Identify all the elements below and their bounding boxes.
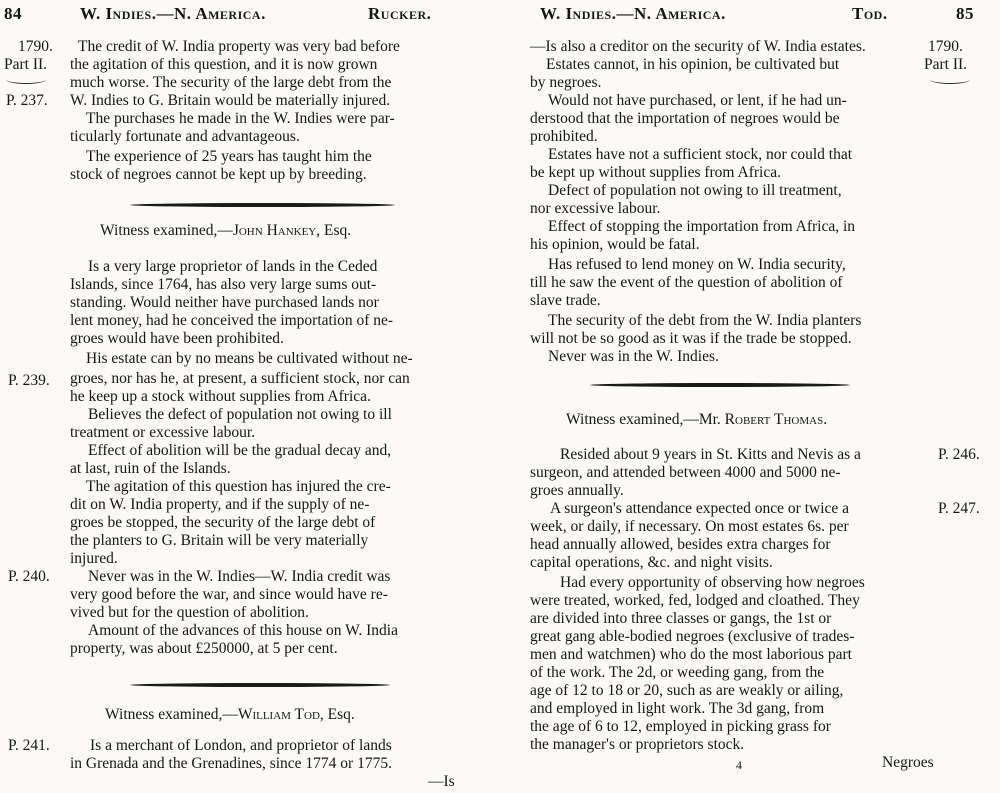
margin-p241: P. 241.: [8, 737, 50, 754]
text-line: Effect of stopping the importation from Africa, in: [548, 218, 856, 235]
right-running-header: [500, 4, 1000, 28]
witness-heading-tod: Witness examined,—William Tod, Esq.: [105, 706, 355, 723]
text-line: Resided about 9 years in St. Kitts and Nevis as a: [560, 446, 861, 463]
text-line: very good before the war, and since would have re-: [70, 586, 388, 603]
left-running-header: [0, 4, 500, 28]
margin-p246: P. 246.: [938, 446, 980, 463]
right-page: [500, 0, 1000, 793]
text-line: he keep up a stock without supplies from Africa.: [70, 388, 371, 405]
witness-name: William Tod: [237, 706, 320, 723]
witness-name: John Hankey: [232, 222, 317, 239]
text-line: Defect of population not owing to ill treatment,: [548, 182, 842, 199]
text-line: A surgeon's attendance expected once or twice a: [550, 500, 850, 517]
text-line: vived but for the question of abolition.: [70, 604, 309, 621]
text-line: groes annually.: [530, 482, 624, 499]
text-line: Would not have purchased, or lent, if he had un-: [548, 92, 847, 109]
left-header-title: W. Indies.—N. America.: [80, 4, 266, 23]
margin-part: Part II.: [4, 56, 48, 73]
text-line: and employed in light work. The 3d gang, from: [530, 700, 825, 717]
text-line: groes would have been prohibited.: [70, 330, 284, 347]
signature-mark: 4: [736, 758, 742, 772]
text-line: Estates cannot, in his opinion, be cultivated but: [546, 56, 840, 73]
text-line: prohibited.: [530, 128, 598, 145]
margin-p237: P. 237.: [6, 92, 48, 109]
text-line: the age of 6 to 12, employed in picking grass for: [530, 718, 831, 735]
text-line: Estates have not a sufficient stock, nor could that: [548, 146, 853, 163]
text-line: by negroes.: [530, 74, 602, 91]
text-line: —Is also a creditor on the security of W. India estates.: [530, 38, 866, 55]
text-line: His estate can by no means be cultivated without ne-: [86, 350, 413, 367]
text-line: Amount of the advances of this house on W. India: [88, 622, 398, 639]
text-line: head annually allowed, besides extra charges for: [530, 536, 831, 553]
text-line: Islands, since 1764, has also very large sums out-: [70, 276, 377, 293]
text-line: are divided into three classes or gangs, the 1st or: [530, 610, 832, 627]
text-line: The experience of 25 years has taught him the: [86, 148, 372, 165]
margin-brace: [6, 75, 46, 84]
margin-p240: P. 240.: [8, 568, 50, 585]
text-line: Never was in the W. Indies.: [548, 348, 719, 365]
section-rule: [130, 683, 390, 687]
text-line: surgeon, and attended between 4000 and 5000 ne-: [530, 464, 841, 481]
text-line: lent money, had he conceived the importation of ne-: [70, 312, 394, 329]
text-line: till he saw the event of the question of abolition of: [530, 274, 843, 291]
text-line: stock of negroes cannot be kept up by breeding.: [70, 166, 367, 183]
text-line: his opinion, would be fatal.: [530, 236, 700, 253]
text-line: W. Indies to G. Britain would be materially injured.: [70, 92, 391, 109]
margin-part: Part II.: [924, 56, 968, 73]
witness-heading-thomas: Witness examined,—Mr. Robert Thomas.: [566, 411, 828, 428]
right-page-number: 85: [956, 4, 974, 23]
text-line: The agitation of this question has injured the cre-: [86, 478, 391, 495]
text-line: The purchases he made in the W. Indies were par-: [86, 110, 395, 127]
text-line: capital operations, &c. and night visits.: [530, 554, 773, 571]
text-line: derstood that the importation of negroes would be: [530, 110, 840, 127]
text-line: the planters to G. Britain will be very materially: [70, 532, 369, 549]
text-line: Is a merchant of London, and proprietor of lands: [90, 737, 392, 754]
right-header-name: Tod.: [852, 4, 888, 23]
text-line: ticularly fortunate and advantageous.: [70, 128, 300, 145]
text-line: age of 12 to 18 or 20, such as are weakly or ailing,: [530, 682, 844, 699]
margin-brace: [930, 75, 970, 84]
text-line: standing. Would neither have purchased lands nor: [70, 294, 379, 311]
text-line: the agitation of this question, and it is now grown: [70, 56, 378, 73]
left-page-number: 84: [4, 4, 22, 23]
text-line: Had every opportunity of observing how negroes: [560, 574, 865, 591]
text-line: groes, nor has he, at present, a sufficient stock, nor can: [70, 370, 410, 387]
text-line: much worse. The security of the large debt from the: [70, 74, 392, 91]
text-line: were treated, worked, fed, lodged and cloathed. They: [530, 592, 860, 609]
margin-year: 1790.: [928, 38, 963, 55]
text-line: be kept up without supplies from Africa.: [530, 164, 781, 181]
text-line: The security of the debt from the W. India planters: [548, 312, 862, 329]
text-line: will not be so good as it was if the trade be stopped.: [530, 330, 852, 347]
text-line: great gang able-bodied negroes (exclusive of trades-: [530, 628, 855, 645]
text-line: groes be stopped, the security of the large debt of: [70, 514, 376, 531]
text-line: injured.: [70, 550, 118, 567]
section-rule: [130, 203, 395, 207]
left-header-name: Rucker.: [368, 4, 432, 23]
margin-p239: P. 239.: [8, 372, 50, 389]
text-line: The credit of W. India property was very bad before: [78, 38, 400, 55]
text-line: slave trade.: [530, 292, 601, 309]
witness-name: Robert Thomas: [724, 411, 824, 428]
margin-year: 1790.: [18, 38, 53, 55]
text-line: week, or daily, if necessary. On most estates 6s. per: [530, 518, 849, 535]
text-line: treatment or excessive labour.: [70, 424, 256, 441]
section-rule: [590, 383, 850, 387]
text-line: men and watchmen) who do the most laborious part: [530, 646, 852, 663]
text-line: in Grenada and the Grenadines, since 1774 or 1775.: [70, 755, 392, 772]
text-line: Never was in the W. Indies—W. India credit was: [88, 568, 391, 585]
text-line: the manager's or proprietors stock.: [530, 736, 745, 753]
catchword: Negroes: [882, 754, 934, 771]
text-line: dit on W. India property, and if the supply of ne-: [70, 496, 370, 513]
text-line: Has refused to lend money on W. India security,: [548, 256, 846, 273]
catchword: —Is: [428, 773, 455, 790]
text-line: of the work. The 2d, or weeding gang, from the: [530, 664, 825, 681]
text-line: Believes the defect of population not owing to ill: [88, 406, 392, 423]
text-line: property, was about £250000, at 5 per cent.: [70, 640, 338, 657]
text-line: at last, ruin of the Islands.: [70, 460, 231, 477]
margin-p247: P. 247.: [938, 500, 980, 517]
witness-heading-hankey: Witness examined,—John Hankey, Esq.: [100, 222, 352, 239]
text-line: Is a very large proprietor of lands in the Ceded: [88, 258, 378, 275]
text-line: nor excessive labour.: [530, 200, 661, 217]
text-line: Effect of abolition will be the gradual decay and,: [88, 442, 392, 459]
right-header-title: W. Indies.—N. America.: [540, 4, 726, 23]
